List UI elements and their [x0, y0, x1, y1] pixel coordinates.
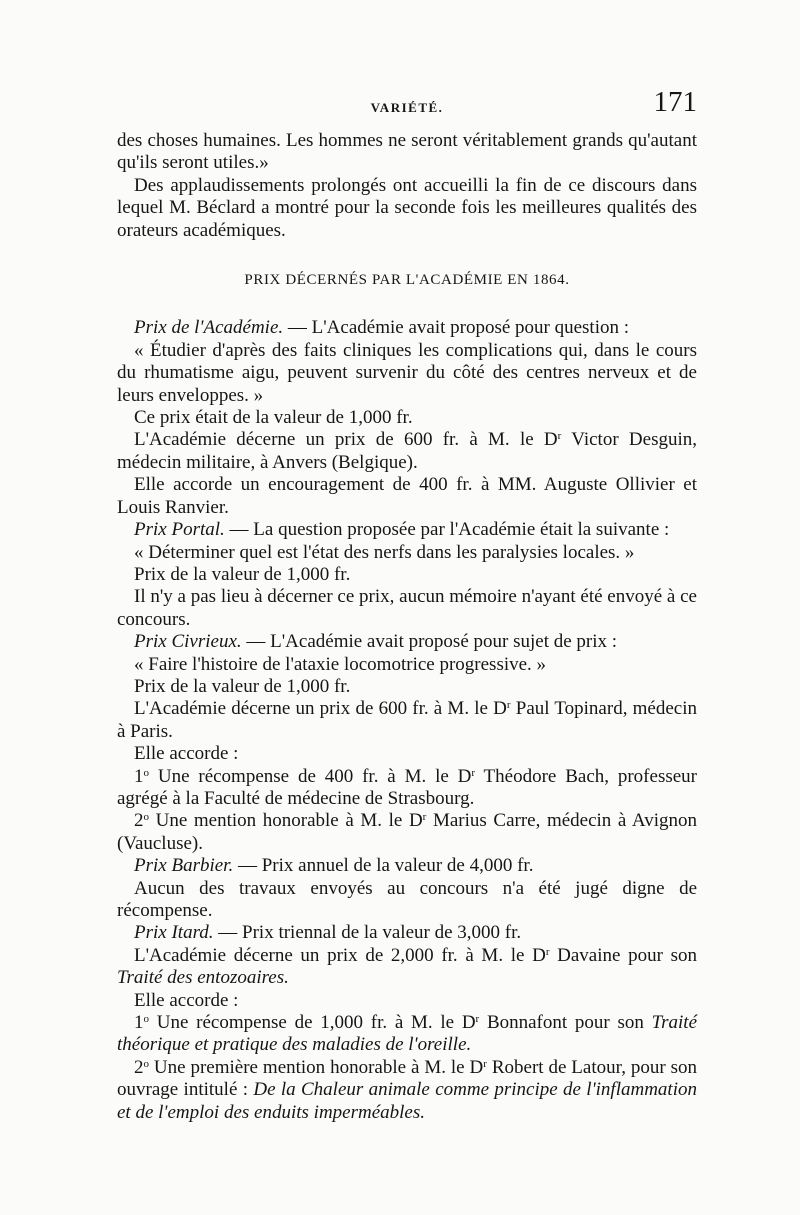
text: — Prix annuel de la valeur de 4,000 fr. — [237, 855, 534, 877]
paragraph — [117, 945, 697, 990]
text: L'Académie décerne un prix de 600 fr. à M. le D — [134, 429, 558, 451]
text: des choses humaines. Les hommes ne seront véritablement grands qu'autant qu'ils seront utiles.» — [117, 130, 697, 174]
superscript: r — [422, 811, 427, 824]
prize-name: Prix Portal. — [134, 519, 225, 541]
superscript: r — [506, 699, 511, 712]
text: Des applaudissements prolongés ont accueilli la fin de ce discours dans lequel M. Béclard a montré pour la seconde fois les meilleures qualités des orateurs académiques. — [117, 174, 697, 241]
text: Il n'y a pas lieu à décerner ce prix, aucun mémoire n'ayant été envoyé à ce concours. — [117, 586, 697, 630]
text: Paul Topinard, médecin à Paris. — [117, 698, 697, 742]
text: Prix de la valeur de 1,000 fr. — [134, 563, 351, 585]
text: 1 — [134, 1012, 144, 1034]
text: Prix de la valeur de 1,000 fr. — [134, 675, 351, 697]
paragraph — [117, 855, 697, 877]
text: Bonnafont pour son — [479, 1012, 652, 1034]
superscript: r — [545, 945, 550, 958]
text: — L'Académie avait proposé pour sujet de prix : — [246, 631, 618, 653]
paragraph — [117, 429, 697, 474]
text: Elle accorde : — [134, 989, 239, 1011]
text: Elle accorde : — [134, 743, 239, 765]
paragraph — [117, 586, 697, 631]
superscript: r — [475, 1013, 480, 1026]
paragraph — [117, 878, 697, 923]
text: — La question proposée par l'Académie était la suivante : — [229, 519, 670, 541]
work-title: Traité des entozoaires. — [117, 967, 289, 989]
text: Victor Desguin, médecin militaire, à Anvers (Belgique). — [117, 429, 697, 473]
work-title: Traité théorique et pratique des maladies de l'oreille. — [117, 1012, 697, 1056]
superscript: o — [143, 1057, 149, 1070]
text: — Prix triennal de la valeur de 3,000 fr. — [218, 922, 522, 944]
paragraph — [117, 743, 697, 765]
text: Robert de Latour, pour son ouvrage intitulé : — [117, 1056, 697, 1101]
running-head: VARIÉTÉ. — [370, 100, 444, 115]
page-header — [117, 86, 697, 120]
paragraph — [117, 317, 697, 339]
paragraph — [117, 519, 697, 541]
paragraph — [117, 175, 697, 242]
text: 2 — [134, 810, 144, 832]
superscript: r — [557, 430, 562, 443]
text: Marius Carre, médecin à Avignon (Vaucluse). — [117, 810, 697, 854]
superscript: o — [143, 766, 149, 779]
prize-name: Prix Civrieux. — [134, 631, 242, 653]
prize-name: Prix de l'Académie. — [134, 317, 284, 339]
superscript: r — [471, 766, 476, 779]
paragraph — [117, 130, 697, 175]
text: Une première mention honorable à M. le D — [149, 1056, 484, 1078]
paragraph — [117, 676, 697, 698]
superscript: o — [143, 1013, 149, 1026]
text: Théodore Bach, professeur agrégé à la Faculté de médecine de Strasbourg. — [117, 765, 697, 809]
text: L'Académie décerne un prix de 600 fr. à M. le D — [134, 698, 507, 720]
paragraph — [117, 922, 697, 944]
work-title: De la Chaleur animale comme principe de l'inflammation et de l'emploi des enduits imperméables. — [117, 1079, 697, 1123]
text: 1 — [134, 765, 144, 787]
paragraph — [117, 766, 697, 811]
text: 2 — [134, 1056, 144, 1078]
text: « Étudier d'après des faits cliniques les complications qui, dans le cours du rhumatisme aigu, peuvent survenir du côté des centres nerveux et de leurs enveloppes. » — [117, 339, 697, 406]
text: « Faire l'histoire de l'ataxie locomotrice progressive. » — [134, 653, 547, 675]
paragraph — [117, 474, 697, 519]
text: Davaine pour son — [549, 944, 697, 966]
paragraph — [117, 810, 697, 855]
paragraph — [117, 654, 697, 676]
superscript: r — [483, 1057, 487, 1070]
text: « Déterminer quel est l'état des nerfs dans les paralysies locales. » — [134, 541, 635, 563]
body-text — [117, 130, 697, 1124]
paragraph — [117, 1012, 697, 1057]
text: Elle accorde un encouragement de 400 fr. à MM. Auguste Ollivier et Louis Ranvier. — [117, 474, 697, 518]
prize-name: Prix Itard. — [134, 922, 214, 944]
text: Ce prix était de la valeur de 1,000 fr. — [134, 407, 413, 429]
paragraph — [117, 631, 697, 653]
paragraph — [117, 698, 697, 743]
paragraph — [117, 542, 697, 564]
text: Une récompense de 1,000 fr. à M. le D — [149, 1012, 476, 1034]
prize-name: Prix Barbier. — [134, 855, 234, 877]
text: Une récompense de 400 fr. à M. le D — [149, 765, 472, 787]
paragraph — [117, 564, 697, 586]
paragraph — [117, 990, 697, 1012]
text: Une mention honorable à M. le D — [149, 810, 423, 832]
text: L'Académie décerne un prix de 2,000 fr. à M. le D — [134, 944, 546, 966]
text: Aucun des travaux envoyés au concours n'a été jugé digne de récompense. — [117, 877, 697, 921]
paragraph — [117, 407, 697, 429]
superscript: o — [143, 811, 149, 824]
paragraph — [117, 1057, 697, 1124]
text: — L'Académie avait proposé pour question : — [287, 317, 630, 339]
page-number: 171 — [653, 86, 697, 118]
section-title: PRIX DÉCERNÉS PAR L'ACADÉMIE EN 1864. — [244, 272, 570, 289]
paragraph — [117, 340, 697, 407]
